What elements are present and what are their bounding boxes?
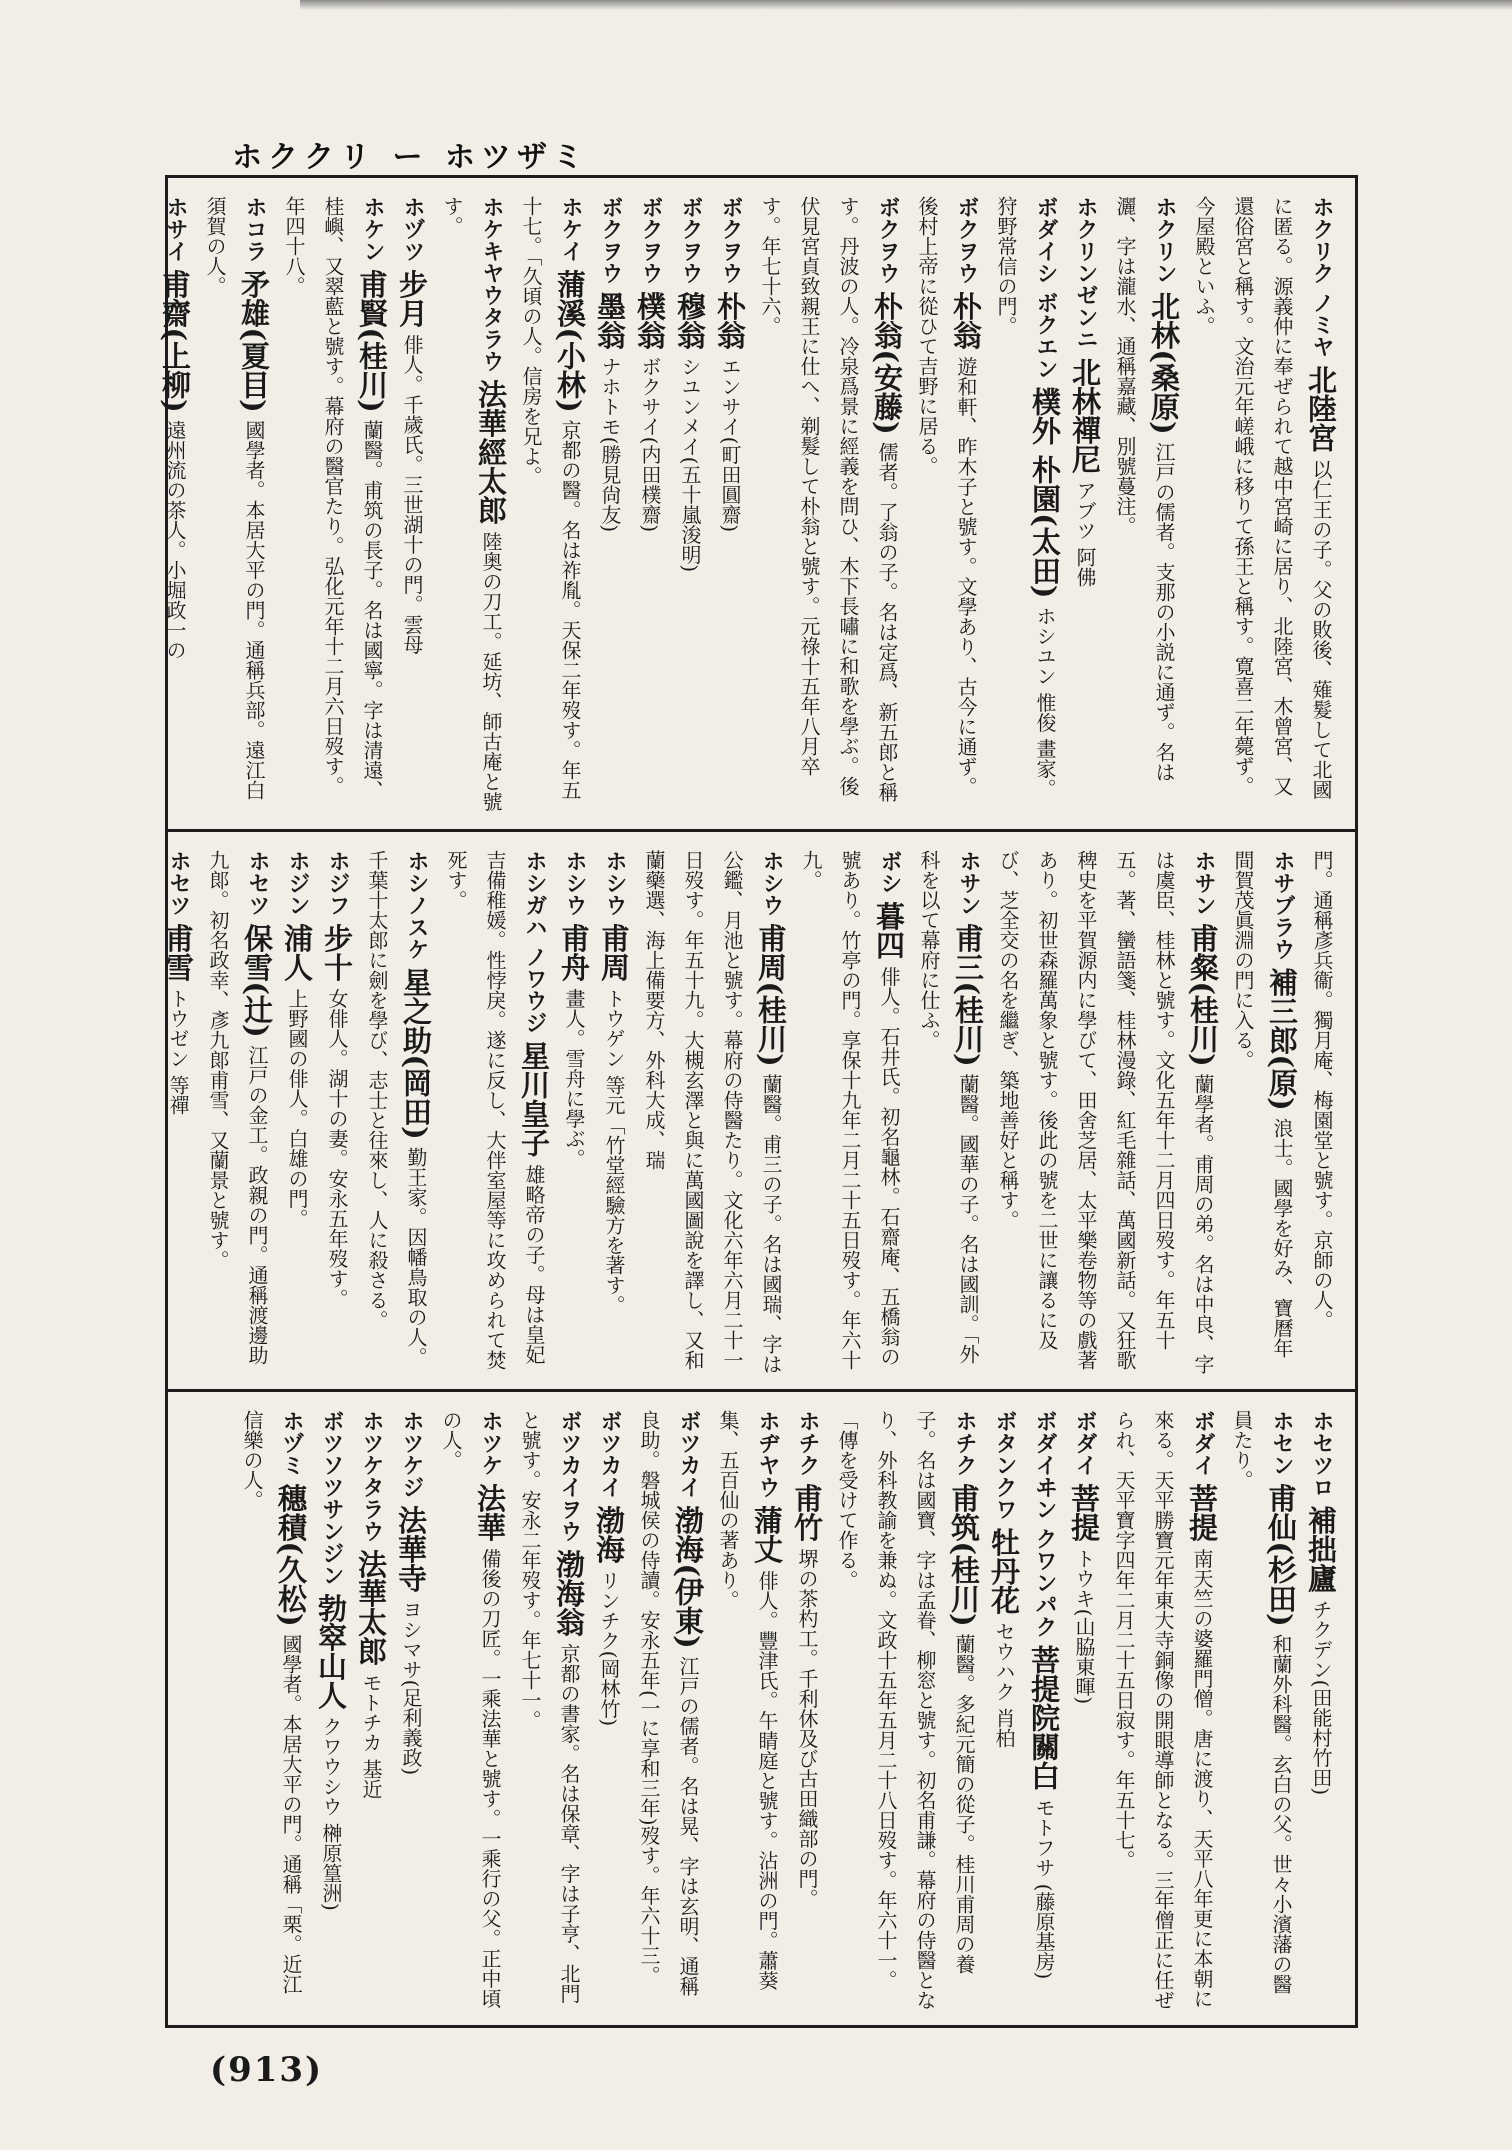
entry-kana: ボダイヰン クワンパク [1032,1410,1057,1638]
entry-headword: 星之助(岡田) [399,967,433,1140]
entry-kana: ホヅミ [279,1410,304,1476]
dictionary-entry [589,1410,629,2011]
entry-text: モトフサ (藤原基房) [1032,1797,1056,1980]
dictionary-entry [907,196,986,815]
dictionary-entry [787,1410,827,2011]
entry-kana: ホヂヤウ [755,1410,780,1498]
dictionary-entry [634,850,791,1375]
entry-kana: ボツカイ [597,1410,622,1498]
entry-text: 雄略帝の子。母は皇妃吉備稚媛。性悖戾。遂に反し、大伴室屋等に攻められて焚死す。 [444,850,546,1370]
entry-kana: ボシ [877,850,902,894]
entry-kana: ホセン [1269,1410,1294,1476]
entry-kana: ボクヲウ [954,196,979,284]
entry-text: チクデン(田能村竹田) [1309,1599,1333,1796]
dictionary-entry [710,196,750,815]
entry-headword: 法華 [473,1483,507,1542]
entry-kana: ホシノスケ [404,850,429,960]
dictionary-entry [909,850,988,1375]
running-head: ホククリ ー ホツザミ [232,140,589,175]
dictionary-entry [984,1410,1024,2011]
entry-headword: 甫周(桂川) [754,923,788,1067]
entry-text: シユンメイ(五十嵐浚明) [678,356,702,573]
dictionary-entry [988,850,1223,1375]
entry-headword: 牡丹花 [987,1527,1021,1615]
entry-kana: ホシウ [759,850,784,916]
entry-headword: 甫筑(桂川) [947,1483,981,1627]
entry-kana: ボクヲウ [598,196,623,284]
entry-headword: 法華經太郎 [474,379,508,525]
dictionary-entry [232,1410,311,2011]
dictionary-entry [1302,850,1341,1375]
entry-text: 畫人。雪舟に學ぶ。 [562,988,586,1169]
entry-headword: 勃窣山人 [314,1593,348,1710]
entry-text: ヨシマサ(足利義政) [399,1599,423,1776]
entry-kana: ボタンクワ [992,1410,1017,1520]
entry-text: 江戸の儒者。名は晃、字は玄明、通稱良助。磐城侯の侍讀。安永五年(一に享和三年)歿す。年六十三。 [637,1410,700,1997]
section-2 [161,832,1355,1392]
section-1-columns [158,196,1341,815]
entry-text: エンサイ(町田圓齋) [718,356,742,533]
entry-headword: 樸翁 [633,291,667,350]
entry-text: リンチク(岡林竹) [597,1570,621,1727]
entry-headword: 保雪(辻) [240,923,274,1038]
section-3 [168,1392,1355,2025]
entry-text: アブツ 阿佛 [1073,480,1097,587]
entry-headword: 渤海(伊東) [671,1505,705,1649]
entry-text: 陸奥の刀工。延坊、師古庵と號す。 [440,196,503,812]
entry-text: 堺の茶杓工。千利休及び古田織部の門。 [795,1548,819,1909]
entry-text: 蘭醫。國華の子。名は國訓。「外科を以て幕府に仕ふ。 [917,850,980,1365]
entry-headword: 甫齋(上柳) [158,269,192,413]
entry-text: モトチカ 基近 [359,1672,383,1799]
entry-kana: ホサイ [163,196,188,262]
entry-kana: ホサン [1191,850,1216,916]
entry-kana: ボダイ [1190,1410,1215,1476]
entry-headword: 暮四 [872,901,906,960]
dictionary-entry [351,1410,391,2011]
entry-kana: ボツカイヲウ [557,1410,582,1542]
entry-headword: 甫粲(桂川) [1186,923,1220,1067]
entry-headword: 樸外 朴園(太田) [1028,386,1062,599]
entry-text: ホシユン 惟俊 畫家。狩野常信の門。 [994,196,1057,799]
entry-text: 蘭學者。甫周の弟。名は中良、字は虞臣、桂林と號す。文化五年十二月四日歿す。年五十五。著、蠻語箋、桂林漫錄、紅毛雜話、萬國新話。又狂歌稗史を平賀源内に學びて、田舍芝居、太平樂卷物等の戲著あり。初世森羅萬象と號す。後此の號を二世に讓るに及び、芝全交の名を繼ぎ、築地善好と稱す。 [996,850,1215,1375]
entry-kana: ボダイシ ボクエン [1033,196,1058,380]
dictionary-entry [1105,196,1184,815]
dictionary-entry [311,1410,351,2011]
text-frame [158,175,1358,2028]
entry-text: トウゲン 等元「竹堂經驗方を著す。 [602,988,626,1315]
entry-kana: ホサブラウ [1270,850,1295,960]
entry-text: 蘭醫。多紀元簡の從子。桂川甫周の養子。名は國寶、字は孟眷、柳窓と號す。初名甫謙。幕府の侍醫となり、外科教諭を兼ぬ。文政十五年五月二十八日歿す。年六十一。「傳を受けて作る。 [835,1410,976,2010]
entry-text: 備後の刀匠。一乘法華と號す。一乘行の父。正中頃の人。 [439,1410,502,2009]
page-number: (913) [210,2050,324,2090]
entry-text: 蘭醫。甫三の子。名は國瑞、字は公鑑、月池と號す。幕府の侍醫たり。文化六年六月二十一日歿す。年五十九。大槻玄澤と與に萬國圖說を譯し、又和蘭藥選、海上備要方、外科大成、瑞 [642,850,783,1375]
entry-headword: 墨翁 [593,291,627,350]
entry-kana: ホチク [795,1410,820,1476]
dictionary-entry [986,196,1065,815]
entry-kana: ホセツ [245,850,270,916]
dictionary-entry [432,196,511,815]
entry-kana: ホツケ [478,1410,503,1476]
entry-text: 門。通稱彥兵衞。獨月庵、梅園堂と號す。京師の人。 [1310,850,1334,1330]
entry-kana: ホクリン [1152,196,1177,284]
entry-kana: ボクヲウ [718,196,743,284]
entry-kana: ホツケタラウ [359,1410,384,1542]
entry-text: 以仁王の子。父の敗後、薙髮して北國に匿る。源義仲に奉ぜられて越中宮崎に居り、北陸宮、木曾宮、又還俗宮と稱す。文治元年嵯峨に移りて孫王と稱す。寛喜二年薨ず。今屋殿といふ。 [1192,196,1333,800]
entry-text: クワウシウ 榊原篁洲) [319,1716,343,1911]
dictionary-entry [431,1410,510,2011]
entry-headword: 蒲丈 [750,1505,784,1564]
entry-headword: 甫周 [597,923,631,982]
entry-headword: 甫三(桂川) [951,923,985,1067]
entry-headword: 朴翁(安藤) [870,291,904,435]
page-top-shadow [300,0,1512,10]
entry-kana: ボクヲウ [678,196,703,284]
dictionary-entry [1065,196,1105,815]
dictionary-entry [594,850,634,1375]
dictionary-entry [630,196,670,815]
entry-headword: 菩提 [1067,1483,1101,1542]
entry-text: 女俳人。湖十の妻。安永五年歿す。 [325,988,349,1309]
dictionary-entry [436,850,554,1375]
dictionary-entry [1301,1410,1341,2011]
section-1 [158,178,1355,832]
entry-kana: ホセツ [166,850,191,916]
entry-kana: ボツカイ [676,1410,701,1498]
dictionary-entry [155,196,195,815]
entry-headword: 朴翁 [949,291,983,350]
entry-text: 和蘭外科醫。玄白の父。世々小濱藩の醫員たり。 [1230,1410,1293,1995]
entry-text: 南天竺の婆羅門僧。唐に渡り、天平八年更に本朝に來る。天平勝寶元年東大寺銅像の開眼導師となる。三年僧正に任ぜられ、天平寶字四年二月二十五日寂す。年五十七。 [1112,1410,1214,2010]
entry-headword: 補拙廬 [1304,1505,1338,1593]
entry-text: 俳人。豐津氏。午睛庭と號す。沾洲の門。蕭葵集、五百仙の著あり。 [716,1410,779,1991]
entry-kana: ホケイ [558,196,583,262]
entry-kana: ホチク [952,1410,977,1476]
entry-headword: 穆翁 [673,291,707,350]
entry-kana: ホツケジ [399,1410,424,1498]
entry-headword: 甫舟 [557,923,591,982]
entry-kana: ホコラ [242,196,267,262]
dictionary-entry [1223,850,1302,1375]
entry-headword: 渤海 [592,1505,626,1564]
entry-text: 京都の醫。名は祚胤。天保二年歿す。年五十七。「久頃の人。信房を兄よ。 [519,196,582,801]
dictionary-entry [274,196,392,815]
entry-headword: 甫賢(桂川) [355,269,389,413]
entry-text: ボクサイ(内田樸齋) [638,356,662,533]
dictionary-entry [392,196,432,815]
dictionary-entry [1024,1410,1064,2011]
entry-headword: 法華太郎 [354,1549,388,1666]
dictionary-entry [195,196,274,815]
entry-headword: 矛雄(夏目) [237,269,271,413]
dictionary-entry [1104,1410,1222,2011]
dictionary-entry [750,196,907,815]
entry-text: 上野國の俳人。白雄の門。 [285,988,309,1229]
entry-kana: ホジン [285,850,310,916]
entry-headword: 菩提院關白 [1027,1644,1061,1790]
dictionary-entry [511,196,590,815]
entry-text: 江戸の儒者。支那の小説に通ず。名は灑、字は瀧水、通稱嘉藏、別號蔓注。 [1113,196,1176,783]
entry-text: 遊和軒、昨木子と號す。文學あり、古今に通ず。後村上帝に從ひて吉野に居る。 [915,196,978,797]
entry-headword: 甫雪 [161,923,195,982]
entry-headword: 朴翁 [713,291,747,350]
entry-kana: ホジフ [325,850,350,916]
dictionary-entry [670,196,710,815]
entry-kana: ホセツロ [1309,1410,1334,1498]
entry-text: トウゼン 等禪 [166,988,190,1115]
entry-kana: ホクリク ノミヤ [1309,196,1334,358]
dictionary-entry [510,1410,589,2011]
dictionary-entry [827,1410,984,2011]
dictionary-entry [791,850,909,1375]
entry-kana: ホシウ [602,850,627,916]
entry-text: 蘭醫。甫筑の長子。名は國寧。字は清遠、桂嶼、又翠藍と號す。幕府の醫官たり。弘化元年十二月六日歿す。年四十八。 [282,196,384,801]
entry-headword: 浦人 [280,923,314,982]
entry-headword: 穗積(久松) [274,1483,308,1627]
entry-headword: 蒲溪(小林) [553,269,587,413]
entry-headword: 北林禪尼 [1068,357,1102,474]
entry-headword: 補三郎(原) [1265,967,1299,1111]
entry-kana: ホサン [956,850,981,916]
entry-kana: ボクヲウ [638,196,663,284]
section-3-columns [182,1410,1341,2011]
entry-headword: 甫仙(杉田) [1264,1483,1298,1627]
entry-kana: ホシガハ ノワウジ [522,850,547,1034]
dictionary-entry [391,1410,431,2011]
entry-text: 勤王家。因幡鳥取の人。千葉十太郎に劍を學び、志士と往來し、人に殺さる。 [365,850,428,1368]
dictionary-entry [1184,196,1341,815]
dictionary-entry [1222,1410,1301,2011]
dictionary-entry [708,1410,787,2011]
dictionary-entry [1064,1410,1104,2011]
dictionary-entry [198,850,277,1375]
section-2-columns [161,850,1341,1375]
entry-headword: 步十 [320,923,354,982]
entry-kana: ホケン [360,196,385,262]
entry-text: 國學者。本居大平の門。通稱兵部。遠江白須賀の人。 [203,196,266,801]
entry-kana: ホシウ [562,850,587,916]
entry-headword: 步月 [395,269,429,328]
entry-text: 京都の書家。名は保章、字は子亨、北門と號す。安永二年歿す。年七十一。 [518,1410,581,2004]
entry-kana: ホヅツ [400,196,425,262]
entry-text: 浪士。國學を好み、寶曆年間賀茂眞淵の門に入る。 [1231,850,1294,1359]
entry-headword: 菩提 [1185,1483,1219,1542]
dictionary-entry [554,850,594,1375]
entry-headword: 渤海翁 [552,1549,586,1637]
dictionary-entry [629,1410,708,2011]
entry-text: トウキ(山脇東暉) [1072,1548,1096,1705]
dictionary-entry [357,850,436,1375]
entry-headword: 北陸宮 [1304,364,1338,452]
entry-kana: ボダイ [1072,1410,1097,1476]
entry-text: 俳人。石井氏。初名龜林。石齋庵、五橋翁の號あり。竹亭の門。享保十九年二月二十五日歿す。年六十九。 [799,850,901,1370]
dictionary-entry [317,850,357,1375]
dictionary-entry [277,850,317,1375]
entry-kana: ボツソツサンジン [319,1410,344,1586]
entry-headword: 北林(桑原) [1147,291,1181,435]
entry-text: 國學者。本居大平の門。通稱「栗。近江信樂の人。 [240,1410,303,1995]
entry-kana: ボクヲウ [875,196,900,284]
entry-headword: 星川皇子 [517,1040,551,1157]
entry-text: ナホトモ(勝見尙友) [598,356,622,533]
entry-text: 儒者。了翁の子。名は定爲、新五郎と稱す。丹波の人。冷泉爲景に經義を問ひ、木下長嘯に和歌を學ぶ。後伏見宮貞致親王に仕へ、剃髮して朴翁と號す。元祿十五年八月卒す。年七十六。 [758,196,899,803]
entry-headword: 甫竹 [790,1483,824,1542]
dictionary-entry [158,850,198,1375]
entry-text: 遠州流の茶人。小堀政一の [163,420,187,661]
entry-text: 江戸の金工。政親の門。通稱渡邊助九郞。初名政幸、彥九郞甫雪、又蘭景と號す。 [206,850,269,1366]
entry-text: 俳人。千歲氏。三世湖十の門。雲母 [400,334,424,655]
dictionary-entry [590,196,630,815]
entry-text: セウハク 肖柏 [992,1621,1016,1748]
entry-kana: ホクリンゼンニ [1073,196,1098,350]
entry-headword: 法華寺 [394,1505,428,1593]
entry-kana: ホケキヤウタラウ [479,196,504,372]
